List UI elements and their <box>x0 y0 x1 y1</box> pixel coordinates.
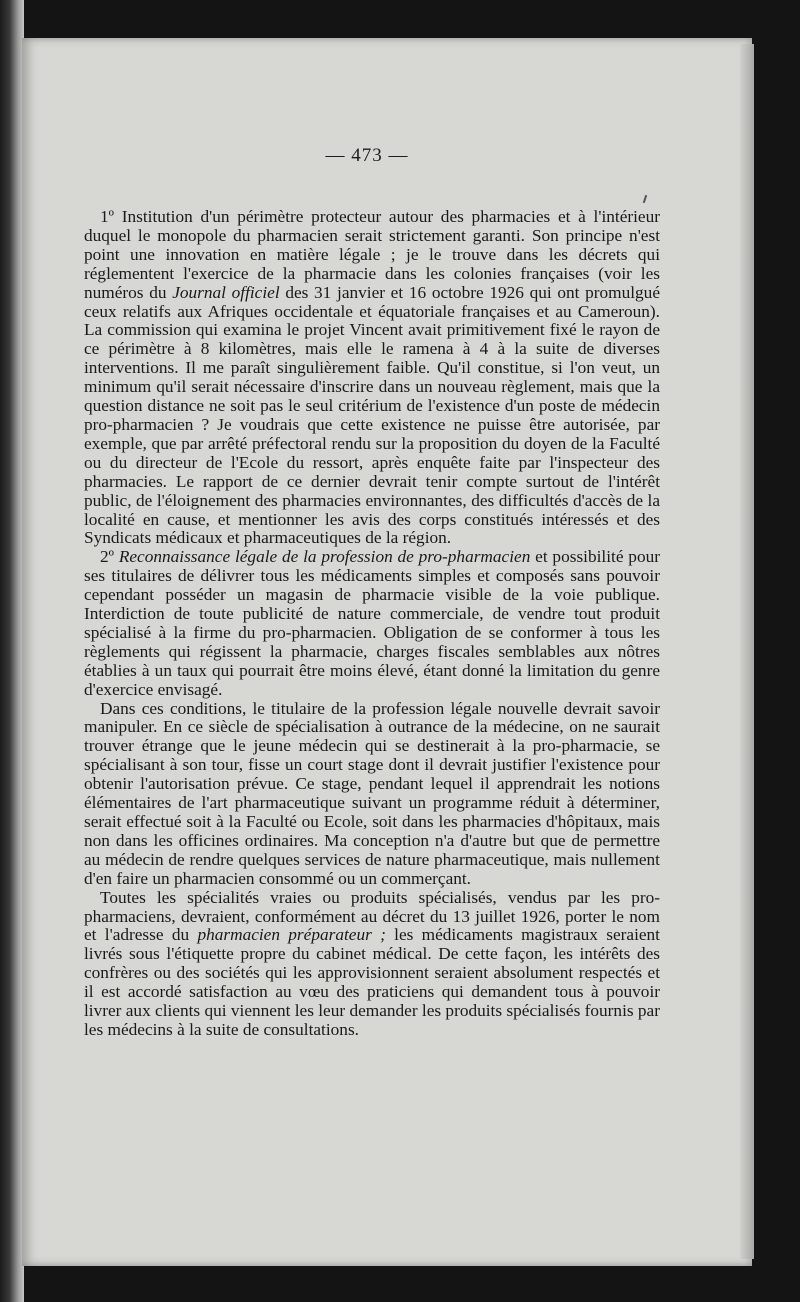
italic-heading: Reconnaissance légale de la profession de pro-pharmacien <box>118 547 531 567</box>
text-run: 2º <box>100 547 119 567</box>
paragraph-3 <box>84 700 660 889</box>
book-page <box>22 38 752 1266</box>
text-run: des 31 janvier et 16 octobre 1926 qui ont promulgué ceux relatifs aux Afriques occidentale et équatoriale françaises et au Cameroun). La commission qui examina le projet Vincent avait primitivement fixé le rayon de ce périmètre à 8 kilomètres, mais elle le ramena à 4 à la suite de diverses interventions. Il me paraît singulièrement faible. Qu'il constitue, si l'on veut, un minimum qu'il serait nécessaire d'inscrire dans un nouveau règlement, mais que la question distance ne soit pas le seul critérium de l'existence d'un poste de médecin pro-pharmacien ? Je voudrais que cette existence ne puisse être autorisée, par exemple, que par arrêté préfectoral rendu sur la proposition du doyen de la Faculté ou du directeur de l'Ecole du ressort, après enquête faite par l'inspecteur des pharmacies. Le rapport de ce dernier devrait tenir compte surtout de l'intérêt public, de l'éloignement des pharmacies environnantes, des difficultés d'accès de la localité en cause, et mentionner les avis des corps constitués intéressés et des Syndicats médicaux et pharmaceutiques de la région. <box>84 282 660 548</box>
page-body <box>84 208 660 1040</box>
text-run: les médicaments magistraux seraient livrés sous l'étiquette propre du cabinet médical. De cette façon, les intérêts des confrères ou des sociétés qui les approvisionnent seraient absolument respectés et il est accordé satisfaction au vœu des praticiens qui demandent tous à pouvoir livrer aux clients qui viennent les leur demander les produits spécialisés fournis par les médecins à la suite de consultations. <box>84 925 660 1039</box>
book-gutter <box>0 0 24 1302</box>
ink-mark <box>643 195 647 203</box>
italic-title: Journal officiel <box>172 282 280 302</box>
text-run: Dans ces conditions, le titulaire de la profession légale nouvelle devrait savoir manipuler. En ce siècle de spécialisation à outrance de la médecine, on ne saurait trouver étrange que le jeune médecin qui se destinerait à la pro-pharmacie, se spécialisant à son tour, fisse un court stage dont il devrait justifier l'existence pour obtenir l'autorisation prévue. Ce stage, pendant lequel il apprendrait les notions élémentaires de l'art pharmaceutique suivant un programme réduit à déterminer, serait effectué soit à la Faculté ou Ecole, soit dans les pharmacies d'hôpitaux, mais non dans les officines ordinaires. Ma conception n'a d'autre but que de permettre au médecin de rendre quelques services de nature pharmaceutique, mais nullement d'en faire un pharmacien consommé ou un commerçant. <box>84 698 660 888</box>
paragraph-4 <box>84 889 660 1040</box>
text-run: 1º Institution d'un périmètre protecteur autour des pharmacies et à l'intérieur duquel le monopole du pharmacien serait strictement garanti. Son principe n'est point une innovation en matière légale ; je le trouve dans les décrets qui réglementent l'exercice de la pharmacie dans les colonies françaises (voir les numéros du <box>84 207 660 302</box>
text-run: et possibilité pour ses titulaires de délivrer tous les médicaments simples et composés sans pouvoir cependant posséder un magasin de pharmacie visible de la voie publique. Interdiction de toute publicité de nature commerciale, de vendre tout produit spécialisé à la firme du pro-pharmacien. Obligation de se conformer à tous les règlements qui régissent la pharmacie, charges fiscales semblables aux nôtres établies à un taux qui pourrait être moins élevé, étant donné la limitation du genre d'exercice envisagé. <box>84 547 660 699</box>
text-run: Toutes les spécialités vraies ou produits spécialisés, vendus par les pro-pharmaciens, devraient, conformément au décret du 13 juillet 1926, porter le nom et l'adresse du <box>84 887 660 945</box>
page-number: — 473 — <box>325 145 409 166</box>
italic-term: pharmacien préparateur ; <box>197 925 386 945</box>
paragraph-1 <box>84 208 660 548</box>
page-edge <box>740 44 754 1259</box>
paragraph-2 <box>84 548 660 699</box>
